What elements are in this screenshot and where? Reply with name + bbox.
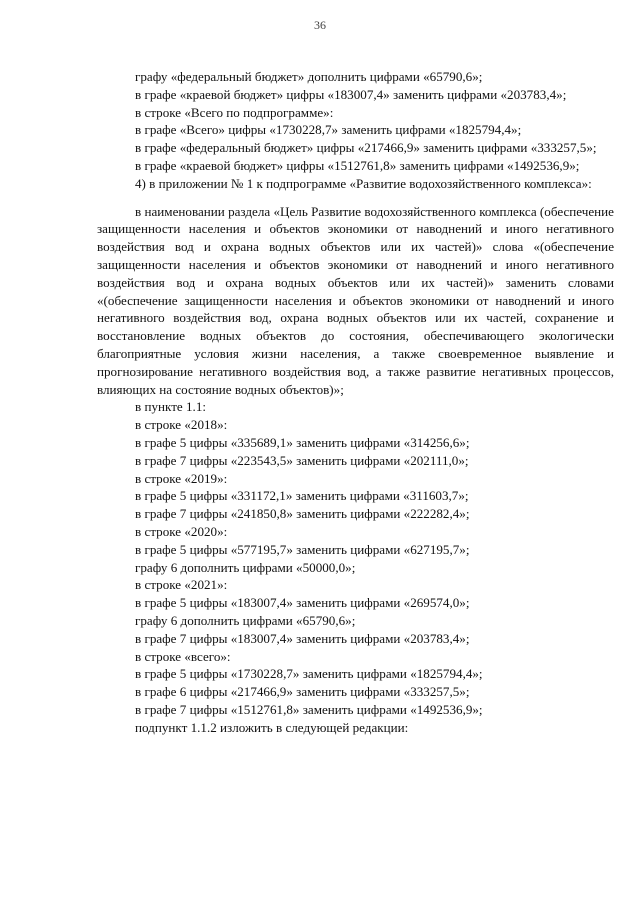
paragraph: в графе «краевой бюджет» цифры «1512761,8» заменить цифрами «1492536,9»; (135, 157, 580, 173)
paragraph: в графе 5 цифры «335689,1» заменить цифрами «314256,6»; (135, 434, 470, 450)
paragraph: в графе 7 цифры «1512761,8» заменить цифрами «1492536,9»; (135, 701, 483, 717)
paragraph: в строке «2021»: (135, 577, 228, 593)
paragraph: подпункт 1.1.2 изложить в следующей редакции: (135, 719, 409, 735)
paragraph: в графе 5 цифры «183007,4» заменить цифрами «269574,0»; (135, 595, 470, 611)
paragraph: в графе 5 цифры «1730228,7» заменить цифрами «1825794,4»; (135, 666, 483, 682)
paragraph: в строке «Всего по подпрограмме»: (135, 104, 334, 120)
paragraph: 4) в приложении № 1 к подпрограмме «Развитие водохозяйственного комплекса»: (135, 175, 592, 191)
paragraph: в графе «краевой бюджет» цифры «183007,4» заменить цифрами «203783,4»; (135, 86, 567, 102)
paragraph: в графе 7 цифры «241850,8» заменить цифрами «222282,4»; (135, 506, 470, 522)
paragraph: в строке «2020»: (135, 523, 228, 539)
paragraph: в строке «всего»: (135, 648, 231, 664)
paragraph: графу 6 дополнить цифрами «65790,6»; (135, 612, 356, 628)
paragraph: в графе 5 цифры «331172,1» заменить цифрами «311603,7»; (135, 488, 469, 504)
document-body (97, 68, 614, 736)
paragraph: в строке «2018»: (135, 417, 228, 433)
paragraph: в графе 6 цифры «217466,9» заменить цифрами «333257,5»; (135, 684, 470, 700)
page-number: 36 (314, 18, 326, 32)
paragraph: в наименовании раздела «Цель Развитие водохозяйственного комплекса (обеспечение защищенности населения и объектов экономики от наводнений и иного негативного воздействия вод и охрана водных объектов или их частей)» слова «(обеспечение защищенности населения и объектов экономики от наводнений и иного негативного воздействия вод и охрана водных объектов или их частей)» заменить словами «(обеспечение защищенности населения и объектов экономики от наводнений и иного негативного воздействия вод, охрана водных объектов или их частей, сохранение и восстановление водных объектов до состояния, обеспечивающего экологически благоприятные условия жизни населения, а также своевременное выявление и прогнозирование негативного воздействия вод, а также развитие негативных процессов, влияющих на состояние водных объектов)»; (97, 203, 614, 397)
paragraph: графу «федеральный бюджет» дополнить цифрами «65790,6»; (135, 69, 483, 84)
paragraph: в строке «2019»: (135, 470, 228, 486)
paragraph: в графе «федеральный бюджет» цифры «217466,9» заменить цифрами «333257,5»; (135, 140, 597, 156)
paragraph: в графе 7 цифры «183007,4» заменить цифрами «203783,4»; (135, 630, 470, 646)
paragraph: в пункте 1.1: (135, 399, 207, 415)
paragraph: в графе 5 цифры «577195,7» заменить цифрами «627195,7»; (135, 541, 470, 557)
paragraph: в графе 7 цифры «223543,5» заменить цифрами «202111,0»; (135, 452, 469, 468)
paragraph: в графе «Всего» цифры «1730228,7» заменить цифрами «1825794,4»; (135, 122, 522, 138)
paragraph: графу 6 дополнить цифрами «50000,0»; (135, 559, 356, 575)
